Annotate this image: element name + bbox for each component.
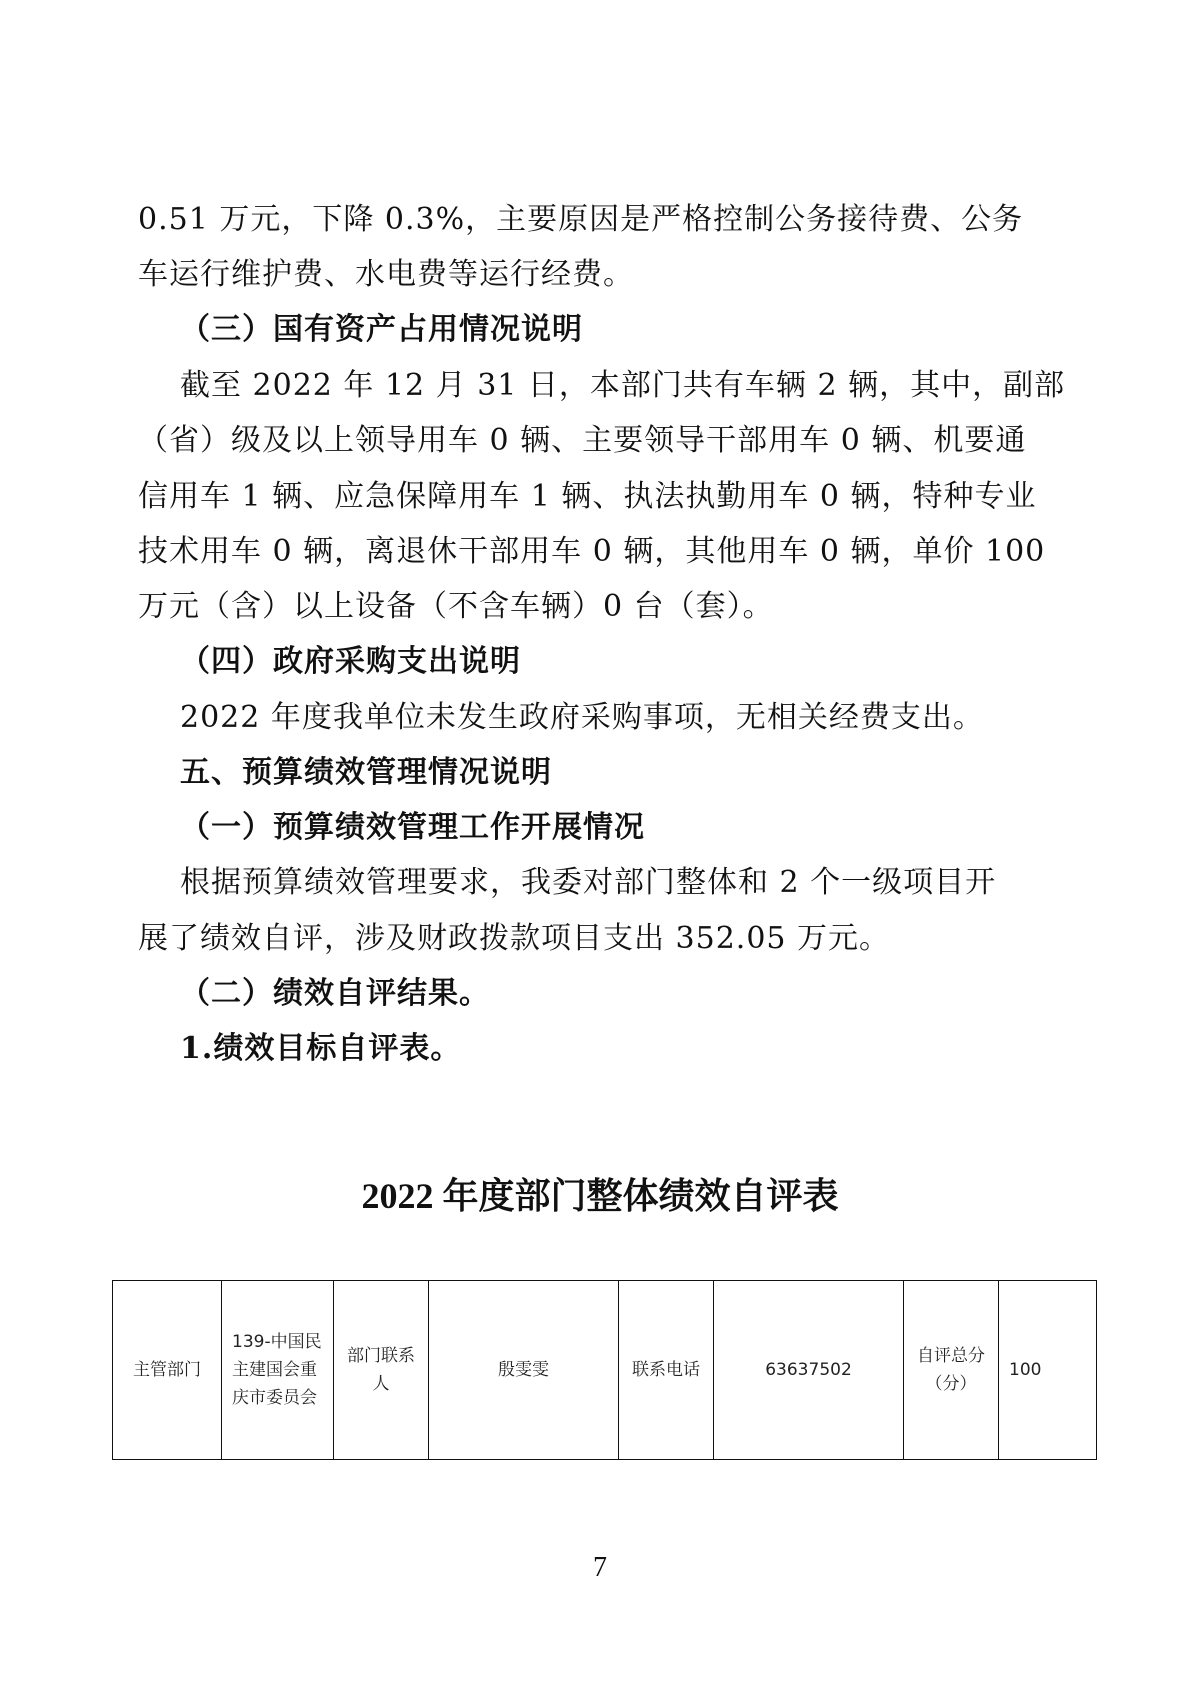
dept-value-cell: 139-中国民主建国会重庆市委员会 [222, 1281, 334, 1460]
contact-label-cell: 部门联系人 [334, 1281, 429, 1460]
body-text-line: 技术用车 0 辆，离退休干部用车 0 辆，其他用车 0 辆，单价 100 [138, 534, 1046, 569]
body-text-line: 万元（含）以上设备（不含车辆）0 台（套）。 [138, 589, 774, 624]
table-title: 2022 年度部门整体绩效自评表 [361, 1176, 839, 1216]
page-number: 7 [593, 1552, 607, 1583]
body-text-line: 0.51 万元，下降 0.3%，主要原因是严格控制公务接待费、公务 [138, 202, 1024, 237]
contact-value-cell: 殷雯雯 [429, 1281, 619, 1460]
self-evaluation-table [112, 1280, 1097, 1460]
dept-label-cell: 主管部门 [113, 1281, 222, 1460]
score-value-cell: 100 [999, 1281, 1097, 1460]
section-heading: （二）绩效自评结果。 [180, 976, 490, 1011]
section-heading: （一）预算绩效管理工作开展情况 [180, 810, 645, 845]
phone-label-cell: 联系电话 [619, 1281, 714, 1460]
body-text-line: 根据预算绩效管理要求，我委对部门整体和 2 个一级项目开 [180, 865, 997, 900]
body-text-line: 信用车 1 辆、应急保障用车 1 辆、执法执勤用车 0 辆，特种专业 [138, 479, 1037, 514]
body-text-line: 截至 2022 年 12 月 31 日，本部门共有车辆 2 辆，其中，副部 [180, 368, 1066, 403]
table-row [113, 1281, 1097, 1460]
section-heading: （三）国有资产占用情况说明 [180, 312, 583, 347]
body-text-line: （省）级及以上领导用车 0 辆、主要领导干部用车 0 辆、机要通 [138, 423, 1027, 458]
body-text-line: 车运行维护费、水电费等运行经费。 [138, 257, 634, 292]
body-text-line: 展了绩效自评，涉及财政拨款项目支出 352.05 万元。 [138, 921, 891, 956]
phone-value-cell: 63637502 [714, 1281, 904, 1460]
score-label-cell: 自评总分（分） [904, 1281, 999, 1460]
chapter-heading: 五、预算绩效管理情况说明 [180, 755, 552, 790]
body-text-line: 2022 年度我单位未发生政府采购事项，无相关经费支出。 [180, 700, 984, 735]
section-heading: （四）政府采购支出说明 [180, 644, 521, 679]
item-heading: 1.绩效目标自评表。 [180, 1031, 462, 1066]
